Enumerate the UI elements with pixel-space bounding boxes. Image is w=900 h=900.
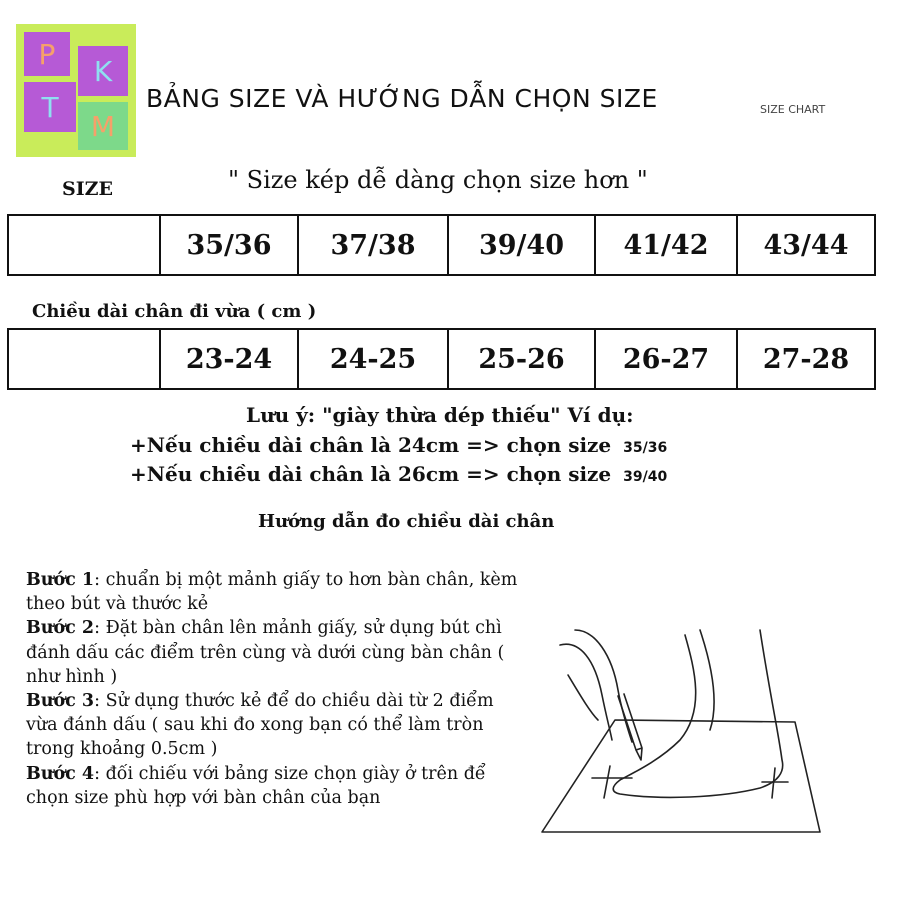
foot-length-table [7,328,876,390]
foot-outline [613,630,782,797]
size-table [7,214,876,276]
steps-list [26,568,521,810]
step-item [26,616,521,689]
mark-toe [592,766,632,798]
guide-title: Hướng dẫn đo chiều dài chân [258,511,555,532]
step-item [26,689,521,762]
note-size-value: 39/40 [623,469,668,485]
mark-heel [762,768,788,798]
foot-length-label: Chiều dài chân đi vừa ( cm ) [32,301,317,322]
note-size-value: 35/36 [623,440,668,456]
table-row [8,329,875,389]
size-chart-caption: SIZE CHART [760,103,826,116]
note-text: +Nếu chiều dài chân là 24cm => chọn size [130,433,612,457]
size-label: SIZE [62,178,113,200]
subtitle: " Size kép dễ dàng chọn size hơn " [228,166,648,194]
length-cell: 27-28 [737,329,875,389]
step-label: Bước 4 [26,763,95,784]
logo-letter-m: M [78,102,128,150]
size-cell: 43/44 [737,215,875,275]
step-text: : chuẩn bị một mảnh giấy to hơn bàn chân, kèm theo bút và thước kẻ [26,570,518,615]
step-item [26,568,521,616]
note-line [130,433,667,457]
step-label: Bước 3 [26,691,95,712]
step-text: : đối chiếu với bảng size chọn giày ở trên để chọn size phù hợp với bàn chân của bạn [26,763,486,808]
hand-outline [560,644,612,740]
size-cell: 37/38 [298,215,448,275]
size-cell: 41/42 [595,215,737,275]
length-cell: 23-24 [160,329,298,389]
table-row [8,215,875,275]
empty-cell [8,329,160,389]
logo-letter-k: K [78,46,128,96]
size-cell: 39/40 [448,215,595,275]
logo-letter-t: T [24,82,76,132]
note-text: +Nếu chiều dài chân là 26cm => chọn size [130,462,612,486]
step-text: : Sử dụng thước kẻ để do chiều dài từ 2 điểm vừa đánh dấu ( sau khi đo xong bạn có thể làm tròn trong khoảng 0.5cm ) [26,691,494,760]
step-item [26,762,521,810]
length-cell: 26-27 [595,329,737,389]
foot-measure-illustration [520,600,840,850]
brand-logo [16,24,136,157]
logo-letter-p: P [24,32,70,76]
note-line [130,462,667,486]
step-label: Bước 1 [26,570,95,590]
empty-cell [8,215,160,275]
size-cell: 35/36 [160,215,298,275]
note-title: Lưu ý: "giày thừa dép thiếu" Ví dụ: [246,403,634,427]
page-title: BẢNG SIZE VÀ HƯỚNG DẪN CHỌN SIZE [146,84,658,113]
length-cell: 25-26 [448,329,595,389]
step-text: : Đặt bàn chân lên mảnh giấy, sử dụng bút chì đánh dấu các điểm trên cùng và dưới cùng bàn chân ( như hình ) [26,618,505,687]
step-label: Bước 2 [26,618,95,639]
length-cell: 24-25 [298,329,448,389]
